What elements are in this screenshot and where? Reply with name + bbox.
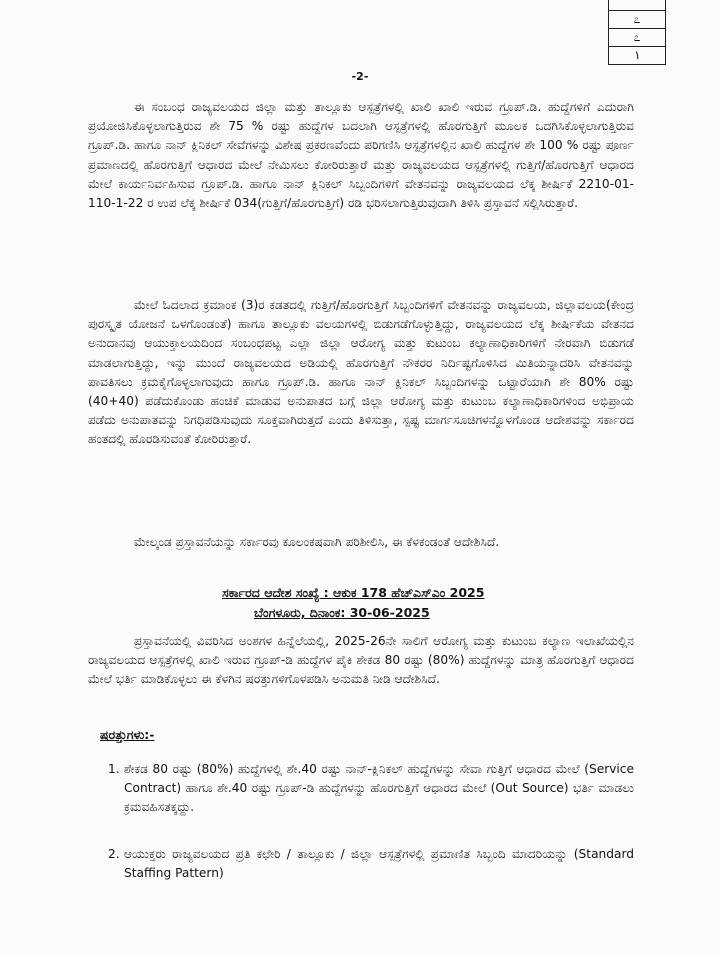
condition-item xyxy=(88,760,634,818)
corner-cell: ೭ xyxy=(609,10,665,28)
corner-cell: ١ xyxy=(609,46,665,64)
paragraph-background: ಈ ಸಂಬಂಧ ರಾಜ್ಯವಲಯದ ಜಿಲ್ಲಾ ಮತ್ತು ತಾಲ್ಲೂಕು ಆಸ್ಪತ್ರೆಗಳಲ್ಲಿ ಖಾಲಿ ಖಾಲಿ ಇರುವ ಗ್ರೂಪ್.ಡಿ. ಹುದ್ದೆಗಳಿಗೆ ಎದುರಾಗಿ ಪ್ರಯೋಜಿಸಿಕೊಳ್ಳಲಾಗುತ್ತಿರುವ ಶೇ 75 % ರಷ್ಟು ಹುದ್ದೆಗಳ ಬದಲಾಗಿ ಆಸ್ಪತ್ರೆಗಳಲ್ಲಿ ಹೊರಗುತ್ತಿಗೆ ಮೂಲಕ ಒದಗಿಸಿಕೊಳ್ಳಲಾಗುತ್ತಿರುವ ಗ್ರೂಪ್.ಡಿ. ಹಾಗೂ ನಾನ್ ಕ್ಲಿನಿಕಲ್ ಸೇವೆಗಳನ್ನು ವಿಶೇಷ ಪ್ರಕರಣವೆಂದು ಪರಿಗಣಿಸಿ ಆಸ್ಪತ್ರೆಗಳಲ್ಲಿನ ಖಾಲಿ ಹುದ್ದೆಗಳ ಶೇ 100 % ರಷ್ಟು ಪೂರ್ಣ ಪ್ರಮಾಣದಲ್ಲಿ ಹೊರಗುತ್ತಿಗೆ ಆಧಾರದ ಮೇಲೆ ನೇಮಿಸಲು ಕೋರಿರುತ್ತಾರೆ ಮತ್ತು ರಾಜ್ಯವಲಯದ ಆಸ್ಪತ್ರೆಗಳಲ್ಲಿ ಗುತ್ತಿಗೆ/ಹೊರಗುತ್ತಿಗೆ ಆಧಾರದ ಮೇಲೆ ಕಾರ್ಯನಿರ್ವಹಿಸುವ ಗ್ರೂಪ್.ಡಿ. ಹಾಗೂ ನಾನ್ ಕ್ಲಿನಿಕಲ್ ಸಿಬ್ಬಂದಿಗಳಿಗೆ ವೇತನವನ್ನು ರಾಜ್ಯವಲಯದ ಲೆಕ್ಕ ಶೀರ್ಷಿಕೆ 2210-01-110-1-22 ರ ಉಪ ಲೆಕ್ಕ ಶೀರ್ಷಿಕೆ 034(ಗುತ್ತಿಗೆ/ಹೊರಗುತ್ತಿಗೆ) ರಡಿ ಭರಿಸಲಾಗುತ್ತಿರುವುದಾಗಿ ತಿಳಿಸಿ ಪ್ರಸ್ತಾವನೆ ಸಲ್ಲಿಸಿರುತ್ತಾರೆ. xyxy=(88,100,634,211)
conditions-title: ಷರತ್ತುಗಳು:- xyxy=(100,727,155,742)
condition-text: ಶೇಕಡ 80 ರಷ್ಟು (80%) ಹುದ್ದೆಗಳಲ್ಲಿ ಶೇ.40 ರಷ್ಟು ನಾನ್-ಕ್ಲಿನಿಕಲ್ ಹುದ್ದೆಗಳನ್ನು ಸೇವಾ ಗುತ್ತಿಗೆ ಆಧಾರದ ಮೇಲೆ (Service Contract) ಹಾಗೂ ಶೇ.40 ರಷ್ಟು ಗ್ರೂಪ್-ಡಿ ಹುದ್ದೆಗಳನ್ನು ಹೊರಗುತ್ತಿಗೆ ಆಧಾರದ ಮೇಲೆ (Out Source) ಭರ್ತಿ ಮಾಡಲು ಕ್ರಮವಹಿಸತಕ್ಕದ್ದು. xyxy=(124,762,634,815)
conditions-list xyxy=(88,845,634,883)
conditions-list xyxy=(88,760,634,818)
corner-box xyxy=(608,0,666,65)
condition-item xyxy=(88,845,634,883)
condition-number: 2. xyxy=(108,847,120,861)
order-date: ಬೆಂಗಳೂರು, ದಿನಾಂಕ: 30-06-2025 xyxy=(254,605,430,620)
paragraph-proposal-details: ಮೇಲೆ ಓದಲಾದ ಕ್ರಮಾಂಕ (3)ರ ಕಡತದಲ್ಲಿ ಗುತ್ತಿಗೆ/ಹೊರಗುತ್ತಿಗೆ ಸಿಬ್ಬಂದಿಗಳಿಗೆ ವೇತನವನ್ನು ರಾಜ್ಯವಲಯ, ಜಿಲ್ಲಾವಲಯ(ಕೇಂದ್ರ ಪುರಸ್ಕೃತ ಯೋಜನೆ ಒಳಗೊಂಡಂತೆ) ಹಾಗೂ ತಾಲ್ಲೂಕು ವಲಯಗಳಲ್ಲಿ ಬಿಡುಗಡೆಗೊಳ್ಳುತ್ತಿದ್ದು, ರಾಜ್ಯವಲಯದ ಲೆಕ್ಕ ಶೀರ್ಷಿಕೆಯ ವೇತನದ ಅನುದಾನವು ಆಯುಕ್ತಾಲಯದಿಂದ ಸಂಬಂಧಪಟ್ಟ ಎಲ್ಲಾ ಜಿಲ್ಲಾ ಆರೋಗ್ಯ ಮತ್ತು ಕುಟುಂಬ ಕಲ್ಯಾಣಾಧಿಕಾರಿಗಳಿಗೆ ನೇರವಾಗಿ ಬಿಡುಗಡೆ ಮಾಡಲಾಗುತ್ತಿದ್ದು, ಇನ್ನು ಮುಂದೆ ರಾಜ್ಯವಲಯದ ಅಡಿಯಲ್ಲಿ ಹೊರಗುತ್ತಿಗೆ ನೌಕರರ ನಿರ್ದಿಷ್ಟಗೊಳಿಸಿದ ಮಿತಿಯನ್ನಾದರಿಸಿ ವೇತನವನ್ನು ಪಾವತಿಸಲು ಕ್ರಮಕೈಗೊಳ್ಳಲಾಗುವುದು ಹಾಗೂ ಗ್ರೂಪ್.ಡಿ. ಹಾಗೂ ನಾನ್ ಕ್ಲಿನಿಕಲ್ ಸಿಬ್ಬಂದಿಗಳನ್ನು ಒಟ್ಟಾರೆಯಾಗಿ ಶೇ 80% ರಷ್ಟು (40+40) ಪಡೆದುಕೊಂಡು ಹಂಚಿಕೆ ಮಾಡುವ ಅನುಪಾತದ ಬಗ್ಗೆ ಜಿಲ್ಲಾ ಆರೋಗ್ಯ ಮತ್ತು ಕುಟುಂಬ ಕಲ್ಯಾಣಾಧಿಕಾರಿಗಳಿಂದ ಅಭಿಪ್ರಾಯ ಪಡೆದು ಅನುಪಾತವನ್ನು ನಿಗಧಿಪಡಿಸುವುದು ಸೂಕ್ತವಾಗಿರುತ್ತದೆ ಎಂದು ತಿಳಿಸುತ್ತಾ, ಸ್ಪಷ್ಟ ಮಾರ್ಗಸೂಚಿಗಳನ್ನೊಳಗೊಂಡ ಆದೇಶವನ್ನು ಸರ್ಕಾರದ ಹಂತದಲ್ಲಿ ಹೊರಡಿಸುವಂತೆ ಕೋರಿರುತ್ತಾರೆ. xyxy=(88,298,634,447)
condition-number: 1. xyxy=(108,762,120,776)
paragraph-order: ಪ್ರಸ್ತಾವನೆಯಲ್ಲಿ ವಿವರಿಸಿದ ಅಂಶಗಳ ಹಿನ್ನೆಲೆಯಲ್ಲಿ, 2025-26ನೇ ಸಾಲಿಗೆ ಆರೋಗ್ಯ ಮತ್ತು ಕುಟುಂಬ ಕಲ್ಯಾಣ ಇಲಾಖೆಯಲ್ಲಿನ ರಾಜ್ಯವಲಯದ ಆಸ್ಪತ್ರೆಗಳಲ್ಲಿ ಖಾಲಿ ಇರುವ ಗ್ರೂಪ್-ಡಿ ಹುದ್ದೆಗಳ ಪೈಕಿ ಶೇಕಡ 80 ರಷ್ಟು (80%) ಹುದ್ದೆಗಳನ್ನು ಮಾತ್ರ ಹೊರಗುತ್ತಿಗೆ ಆಧಾರದ ಮೇಲೆ ಭರ್ತಿ ಮಾಡಿಕೊಳ್ಳಲು ಈ ಕೆಳಗಿನ ಷರತ್ತುಗಳಿಗೊಳಪಡಿಸಿ ಅನುಮತಿ ನೀಡಿ ಆದೇಶಿಸಿದೆ. xyxy=(88,634,634,687)
page-number: -2- xyxy=(351,70,369,83)
order-heading xyxy=(222,583,642,623)
condition-text: ಆಯುಕ್ತರು ರಾಜ್ಯವಲಯದ ಪ್ರತಿ ಕಛೇರಿ / ತಾಲ್ಲೂಕು / ಜಿಲ್ಲಾ ಆಸ್ಪತ್ರೆಗಳಲ್ಲಿ ಪ್ರಮಾಣಿತ ಸಿಬ್ಬಂದಿ ಮಾದರಿಯನ್ನು (Standard Staffing Pattern) xyxy=(124,847,634,881)
paragraph-government-review: ಮೇಲ್ಕಂಡ ಪ್ರಸ್ತಾವನೆಯನ್ನು ಸರ್ಕಾರವು ಕೂಲಂಕಷವಾಗಿ ಪರಿಶೀಲಿಸಿ, ಈ ಕೆಳಕಂಡಂತೆ ಆದೇಶಿಸಿದೆ. xyxy=(134,535,500,549)
order-number: ಸರ್ಕಾರದ ಆದೇಶ ಸಂಖ್ಯೆ : ಆಕುಕ 178 ಹೆಚ್‌ಎಸ್‌ಎಂ 2025 xyxy=(222,585,485,600)
corner-cell: ೭ xyxy=(609,28,665,46)
corner-cell xyxy=(609,0,665,10)
